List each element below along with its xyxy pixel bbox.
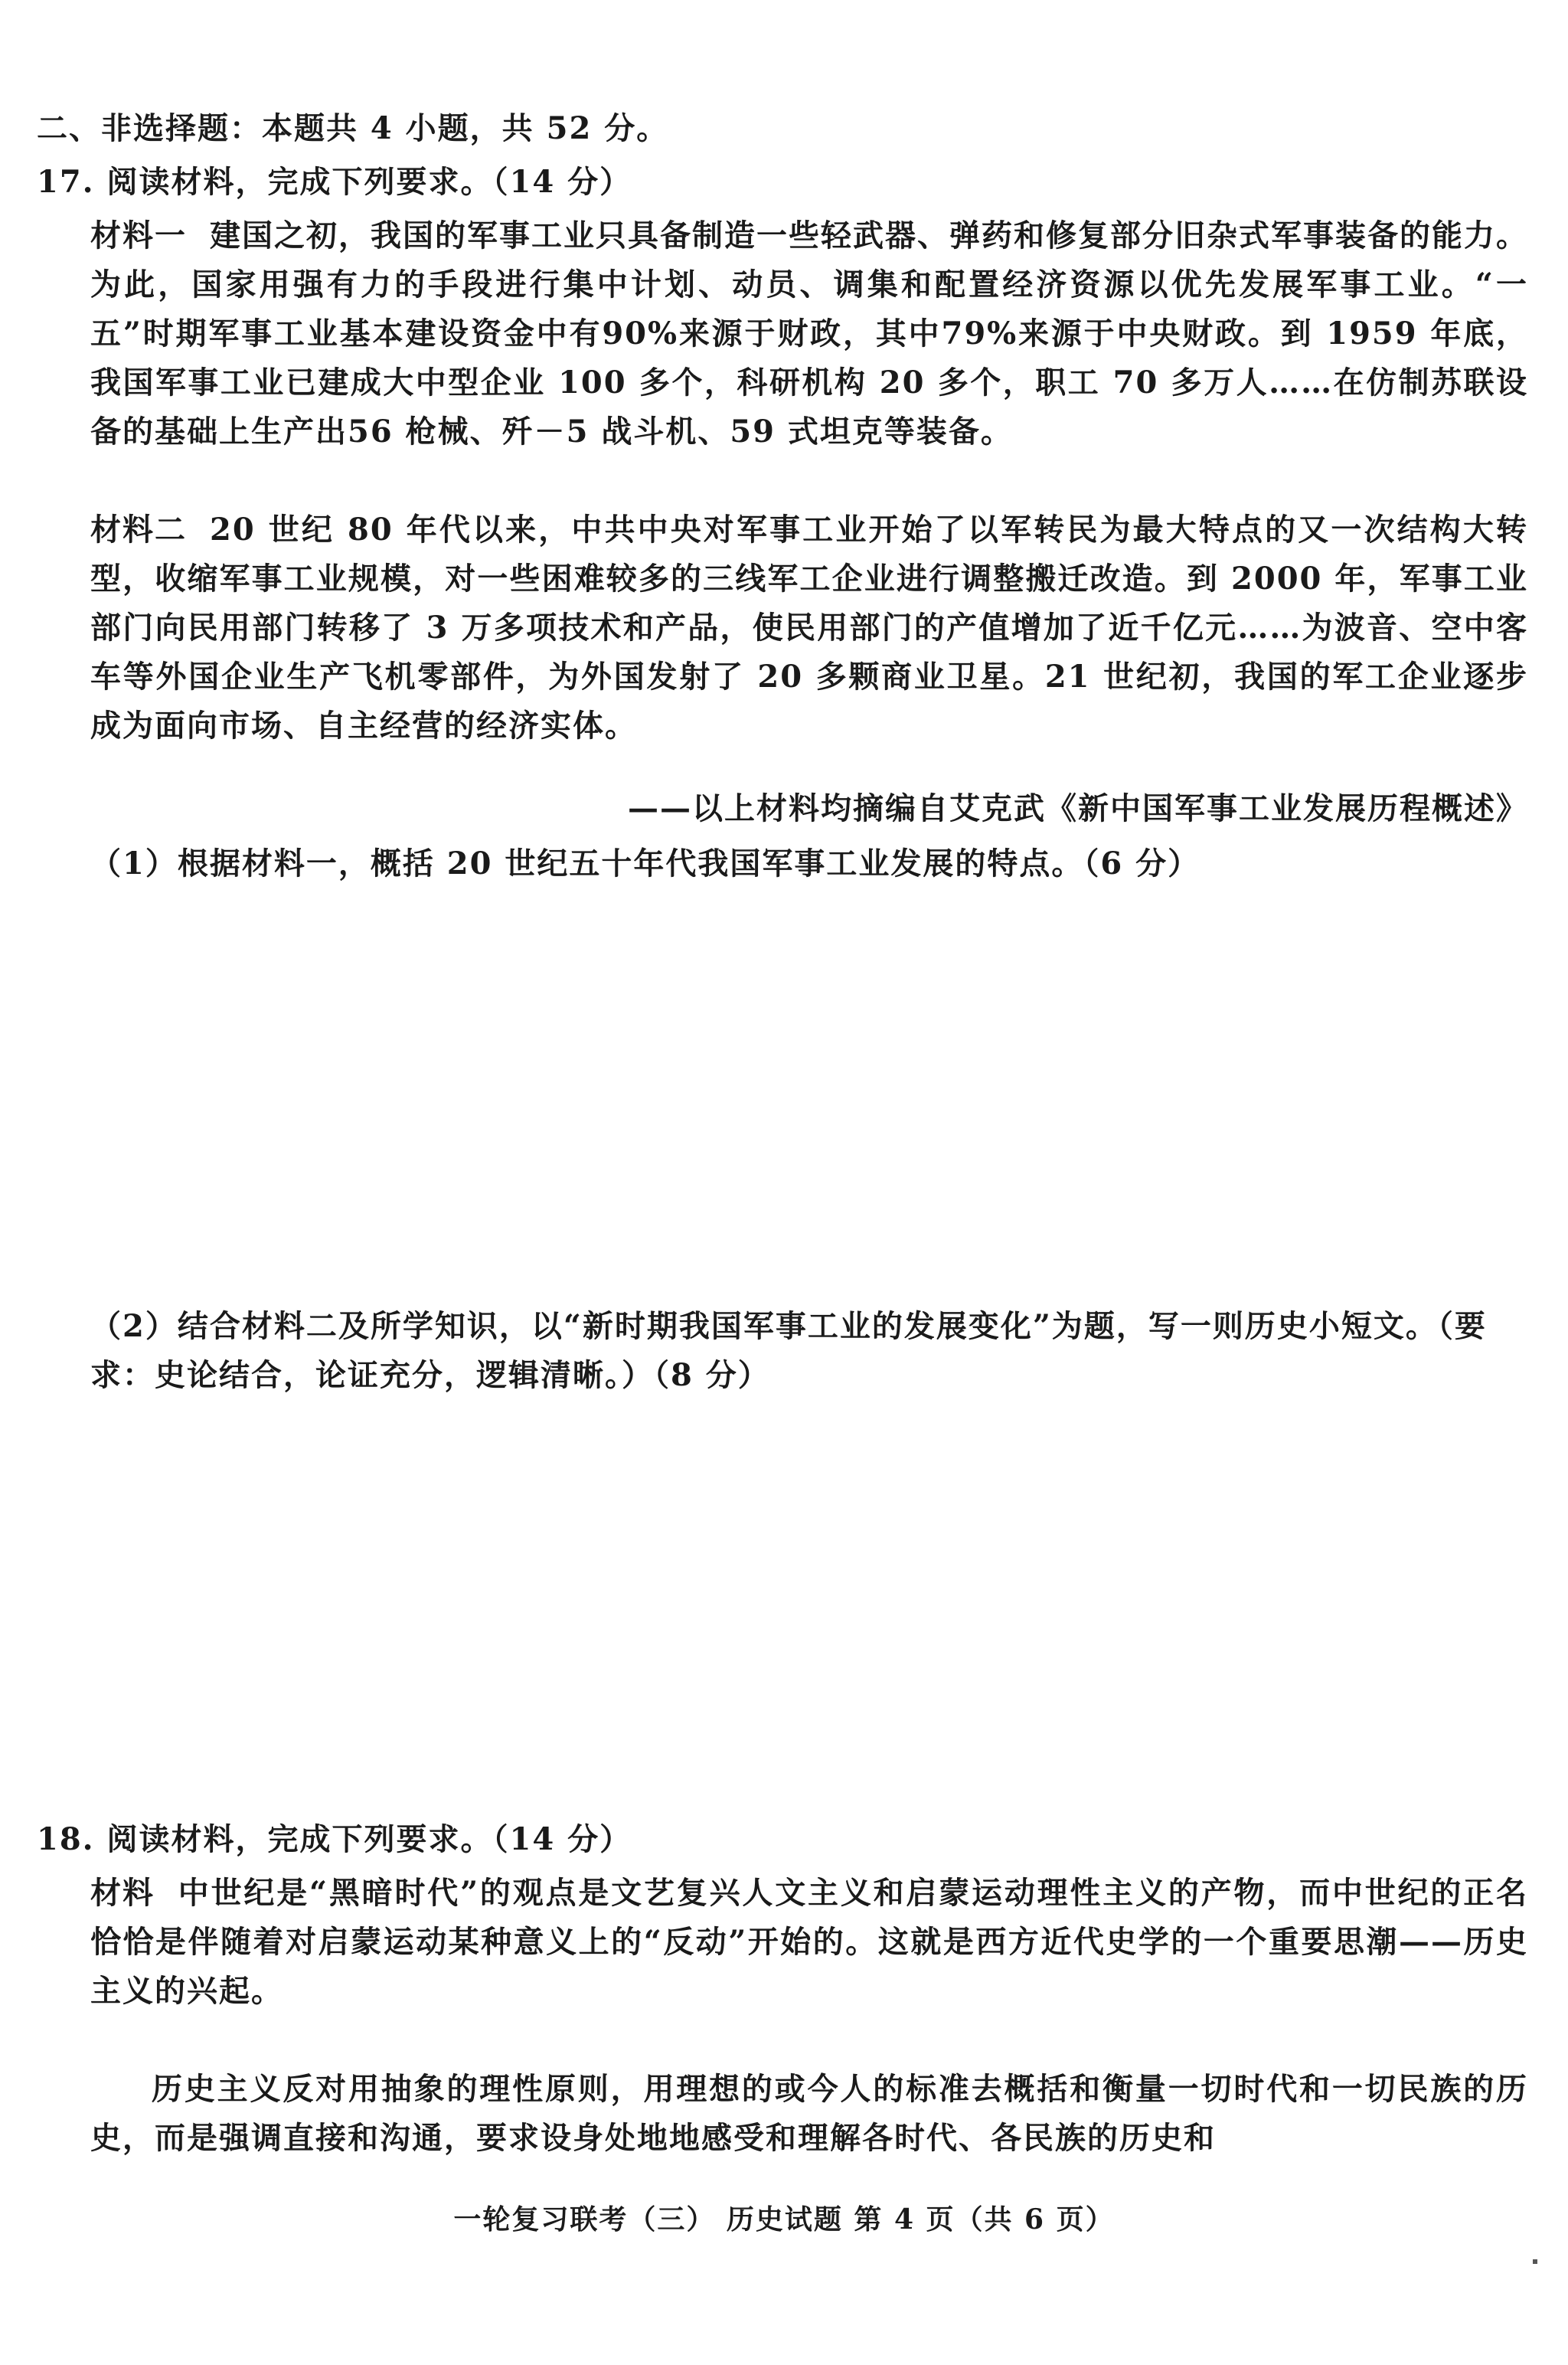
material-source: ——以上材料均摘编自艾克武《新中国军事工业发展历程概述》 xyxy=(628,790,1528,826)
question-18-title: 18. 阅读材料，完成下列要求。（14 分） xyxy=(37,1821,632,1857)
q17-subquestion-1: （1）根据材料一，概括 20 世纪五十年代我国军事工业发展的特点。（6 分） xyxy=(90,846,1200,882)
q17-material-2 xyxy=(90,505,1528,751)
q17-material-1 xyxy=(90,211,1528,456)
q18-paragraph-2: 历史主义反对用抽象的理性原则，用理想的或今人的标准去概括和衡量一切时代和一切民族的历史，而是强调直接和沟通，要求设身处地地感受和理解各时代、各民族的历史和 xyxy=(90,2071,1528,2156)
q18-material-label: 材料 xyxy=(90,1875,155,1911)
material-1-text: 建国之初，我国的军事工业只具备制造一些轻武器、弹药和修复部分旧杂式军事装备的能力。为此，国家用强有力的手段进行集中计划、动员、调集和配置经济资源以优先发展军事工业。“一五”时期军事工业基本建设资金中有90%来源于财政，其中79%来源于中央财政。到 1959 年底，我国军事工业已建成大中型企业 100 多个，科研机构 20 多个，职工 70 多万人……在仿制苏联设备的基础上生产出56 枪械、歼－5 战斗机、59 式坦克等装备。 xyxy=(90,218,1528,450)
material-2-label: 材料二 xyxy=(90,512,187,548)
question-17-title: 17. 阅读材料，完成下列要求。（14 分） xyxy=(37,164,632,200)
scan-speck xyxy=(1533,2259,1537,2264)
q18-material-text: 中世纪是“黑暗时代”的观点是文艺复兴人文主义和启蒙运动理性主义的产物，而中世纪的正名恰恰是伴随着对启蒙运动某种意义上的“反动”开始的。这就是西方近代史学的一个重要思潮——历史主义的兴起。 xyxy=(90,1875,1528,2009)
material-1-label: 材料一 xyxy=(90,218,187,254)
page-footer: 一轮复习联考（三） 历史试题 第 4 页（共 6 页） xyxy=(453,2203,1115,2236)
material-2-text: 20 世纪 80 年代以来，中共中央对军事工业开始了以军转民为最大特点的又一次结构大转型，收缩军事工业规模，对一些困难较多的三线军工企业进行调整搬迁改造。到 2000 年，军事工业部门向民用部门转移了 3 万多项技术和产品，使民用部门的产值增加了近千亿元……为波音、空中客车等外国企业生产飞机零部件，为外国发射了 20 多颗商业卫星。21 世纪初，我国的军工企业逐步成为面向市场、自主经营的经济实体。 xyxy=(90,512,1528,744)
q18-material xyxy=(90,1869,1528,2016)
section-title: 二、非选择题：本题共 4 小题，共 52 分。 xyxy=(37,110,669,146)
q17-subquestion-2: （2）结合材料二及所学知识，以“新时期我国军事工业的发展变化”为题，写一则历史小短文。（要求：史论结合，论证充分，逻辑清晰。）（8 分） xyxy=(90,1308,1487,1393)
